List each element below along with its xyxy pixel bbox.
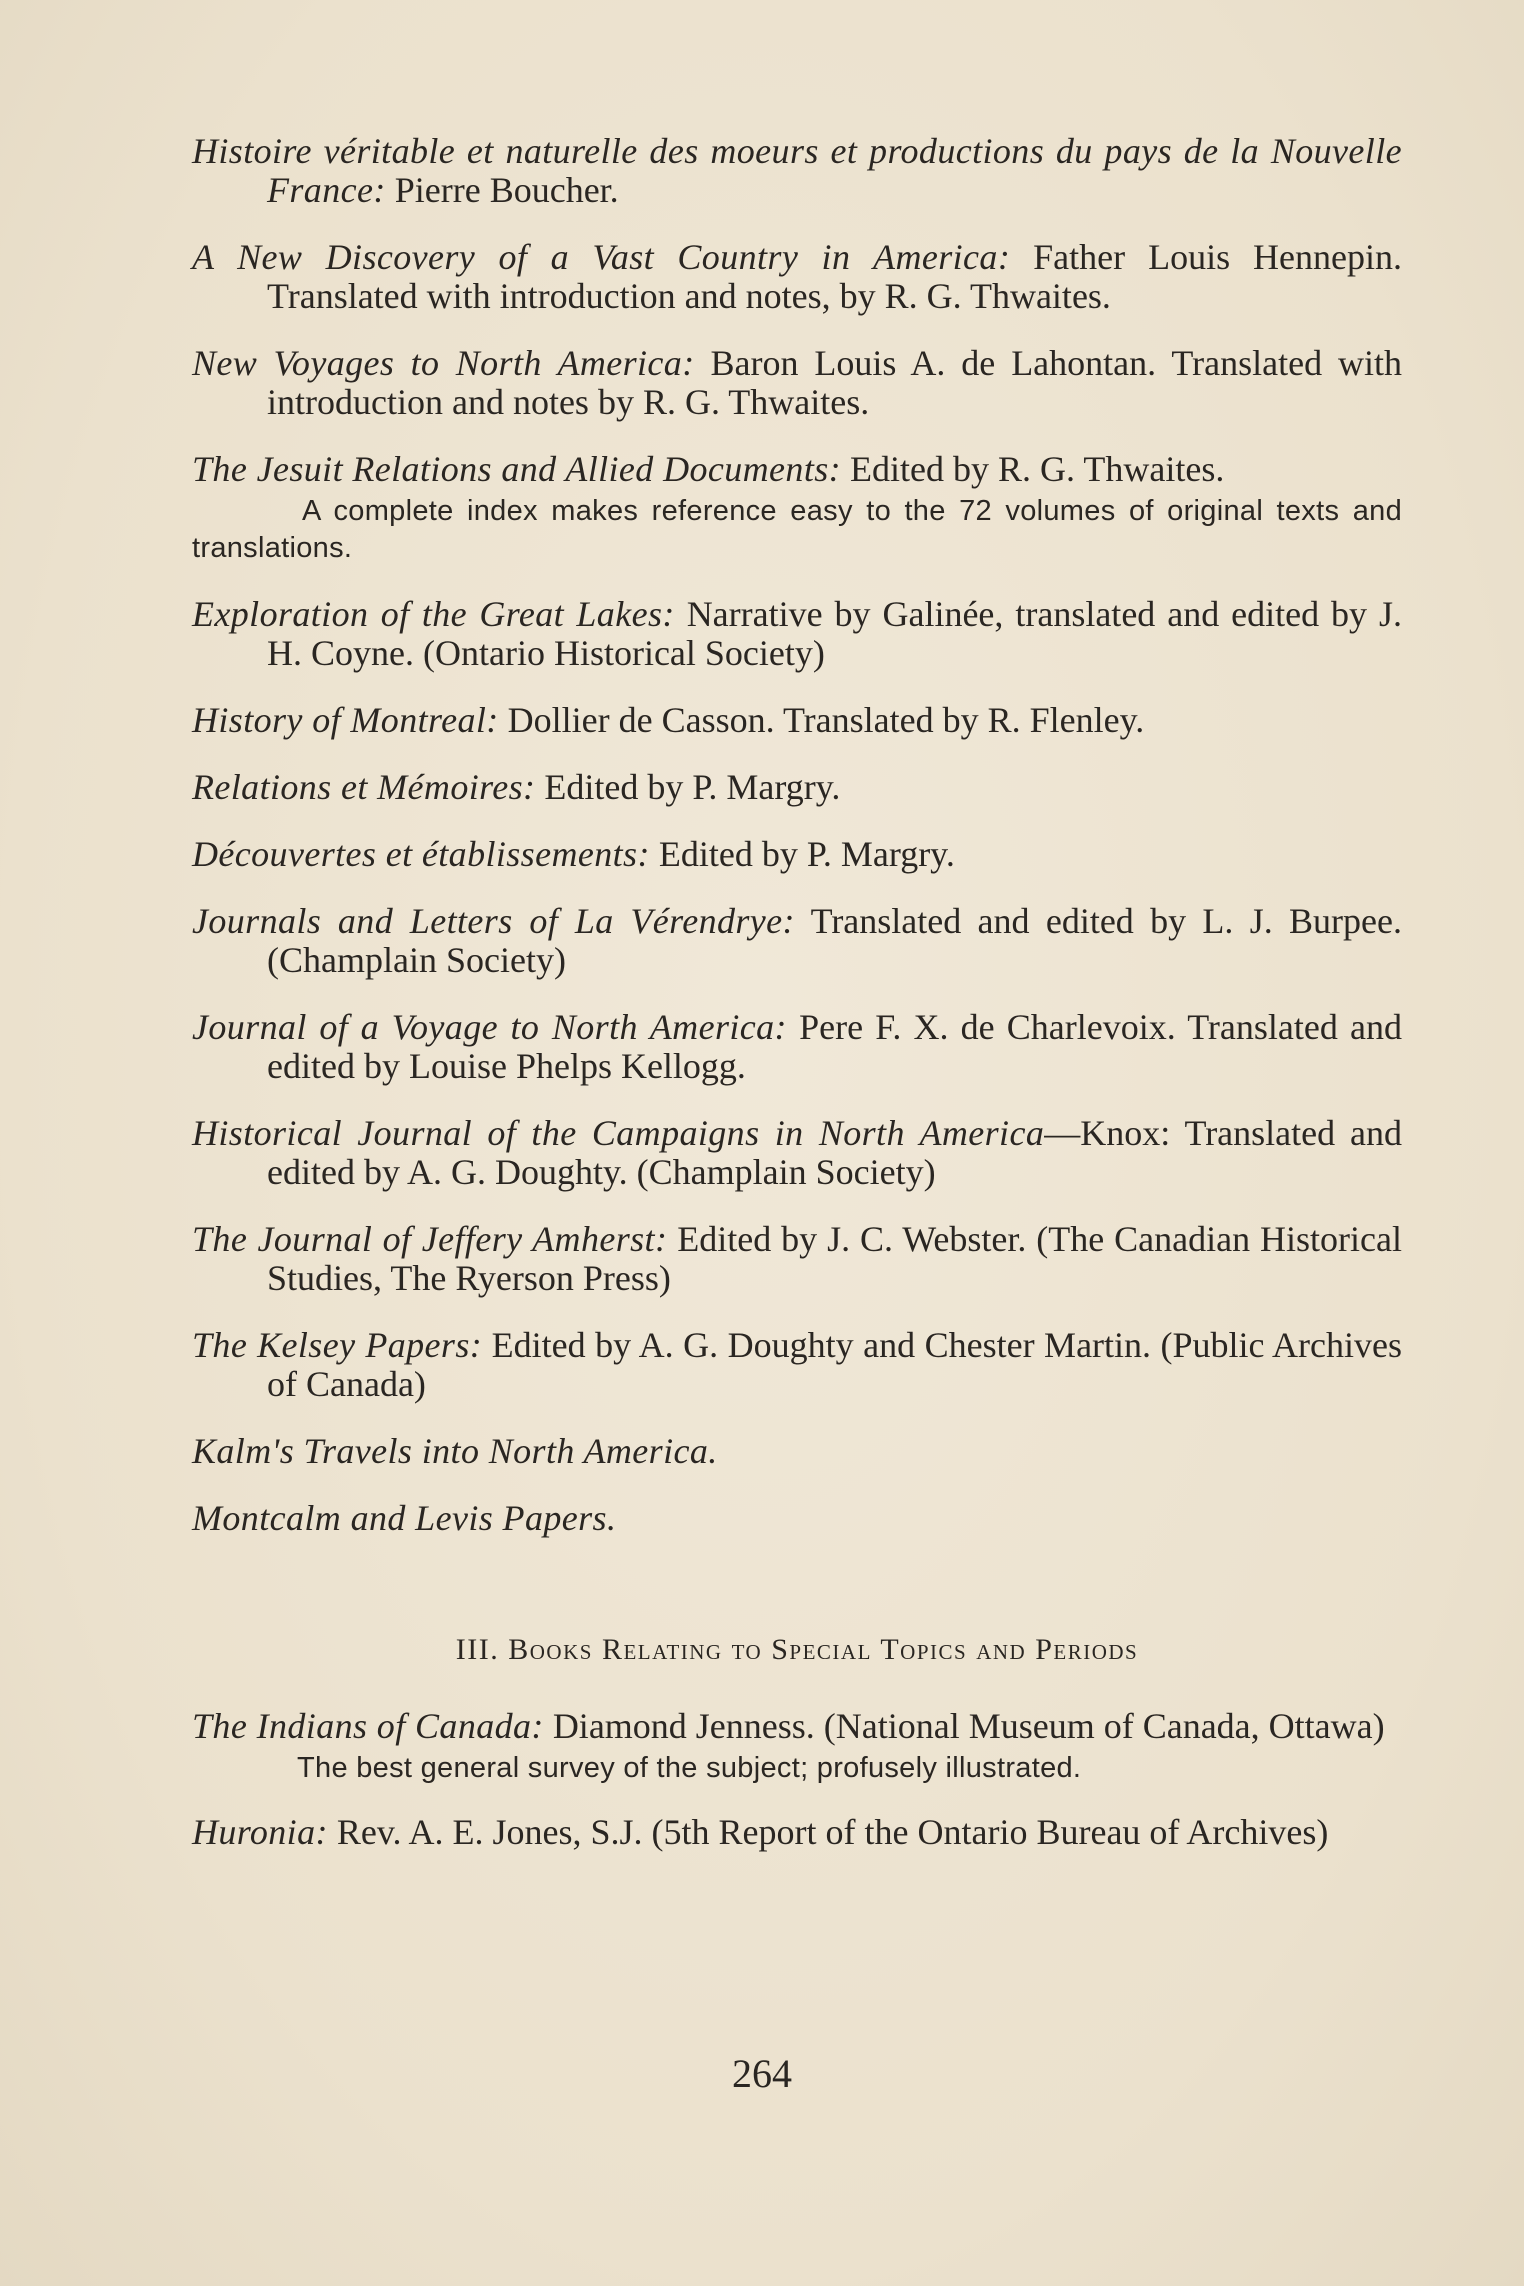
entry-details: Narrative by Galinée, translated and edited by J. H. Coyne. (Ontario Historical Society) <box>267 594 1402 673</box>
entry-details: Pere F. X. de Charlevoix. Translated and edited by Louise Phelps Kellogg. <box>267 1007 1402 1086</box>
page-number: 264 <box>732 2051 792 2096</box>
entry-details: Edited by R. G. Thwaites. <box>841 449 1225 489</box>
bibliography-entry <box>192 344 1402 422</box>
entry-details: Diamond Jenness. (National Museum of Canada, Ottawa) <box>543 1706 1385 1746</box>
bibliography-entry <box>192 1008 1402 1086</box>
bibliography-entry <box>192 1326 1402 1404</box>
entry-details: —Knox: Translated and edited by A. G. Doughty. (Champlain Society) <box>267 1113 1402 1192</box>
entry-details: Dollier de Casson. Translated by R. Flenley. <box>498 700 1145 740</box>
entry-title: Journals and Letters of La Vérendrye: <box>192 901 795 941</box>
bibliography-entry <box>192 1707 1402 1746</box>
entry-title: A New Discovery of a Vast Country in America: <box>192 237 1011 277</box>
entry-details: Baron Louis A. de Lahontan. Translated with introduction and notes by R. G. Thwaites. <box>267 343 1403 422</box>
bibliography-entry <box>192 238 1402 316</box>
entry-details: Edited by J. C. Webster. (The Canadian Historical Studies, The Ryerson Press) <box>267 1219 1402 1298</box>
entry-details: Father Louis Hennepin. Translated with introduction and notes, by R. G. Thwaites. <box>267 237 1402 316</box>
entry-details: Pierre Boucher. <box>385 170 619 210</box>
entry-details: Edited by P. Margry. <box>649 834 955 874</box>
entry-title: Relations et Mémoires: <box>192 767 536 807</box>
entry-title: Découvertes et établissements: <box>192 834 650 874</box>
section-heading: III. Books Relating to Special Topics and Periods <box>455 1633 1139 1666</box>
entry-title: Exploration of the Great Lakes: <box>192 594 675 634</box>
entry-note: A complete index makes reference easy to the 72 volumes of original texts and translations. <box>192 495 1402 564</box>
bibliography-content <box>192 132 1402 1880</box>
entry-note: The best general survey of the subject; profusely illustrated. <box>297 1752 1082 1784</box>
entry-details: Rev. A. E. Jones, S.J. (5th Report of the Ontario Bureau of Archives) <box>327 1812 1329 1852</box>
entry-title: Huronia: <box>192 1812 328 1852</box>
entry-title: Histoire véritable et naturelle des moeurs et productions du pays de la Nouvelle France: <box>192 131 1402 210</box>
entry-details: Edited by P. Margry. <box>535 767 841 807</box>
entry-title: History of Montreal: <box>192 700 499 740</box>
bibliography-entry <box>192 1432 1402 1471</box>
entry-details: Translated and edited by L. J. Burpee. (Champlain Society) <box>267 901 1402 980</box>
entry-title: The Indians of Canada: <box>192 1706 544 1746</box>
bibliography-entry <box>192 1220 1402 1298</box>
bibliography-entry <box>192 835 1402 874</box>
entry-title: Journal of a Voyage to North America: <box>192 1007 787 1047</box>
entry-title: New Voyages to North America: <box>192 343 695 383</box>
bibliography-entry <box>192 450 1402 489</box>
bibliography-entry <box>192 595 1402 673</box>
entry-title: The Journal of Jeffery Amherst: <box>192 1219 668 1259</box>
entry-details: Edited by A. G. Doughty and Chester Martin. (Public Archives of Canada) <box>267 1325 1402 1404</box>
bibliography-entry <box>192 902 1402 980</box>
entry-title: Kalm's Travels into North America. <box>192 1431 718 1471</box>
bibliography-entry <box>192 1114 1402 1192</box>
bibliography-entry <box>192 768 1402 807</box>
bibliography-entry <box>192 1813 1402 1852</box>
bibliography-entry <box>192 1499 1402 1538</box>
entry-title: The Kelsey Papers: <box>192 1325 483 1365</box>
entry-title: Montcalm and Levis Papers. <box>192 1498 617 1538</box>
bibliography-entry <box>192 132 1402 210</box>
bibliography-entry <box>192 701 1402 740</box>
entry-title: Historical Journal of the Campaigns in North America <box>192 1113 1045 1153</box>
entry-title: The Jesuit Relations and Allied Documents: <box>192 449 842 489</box>
